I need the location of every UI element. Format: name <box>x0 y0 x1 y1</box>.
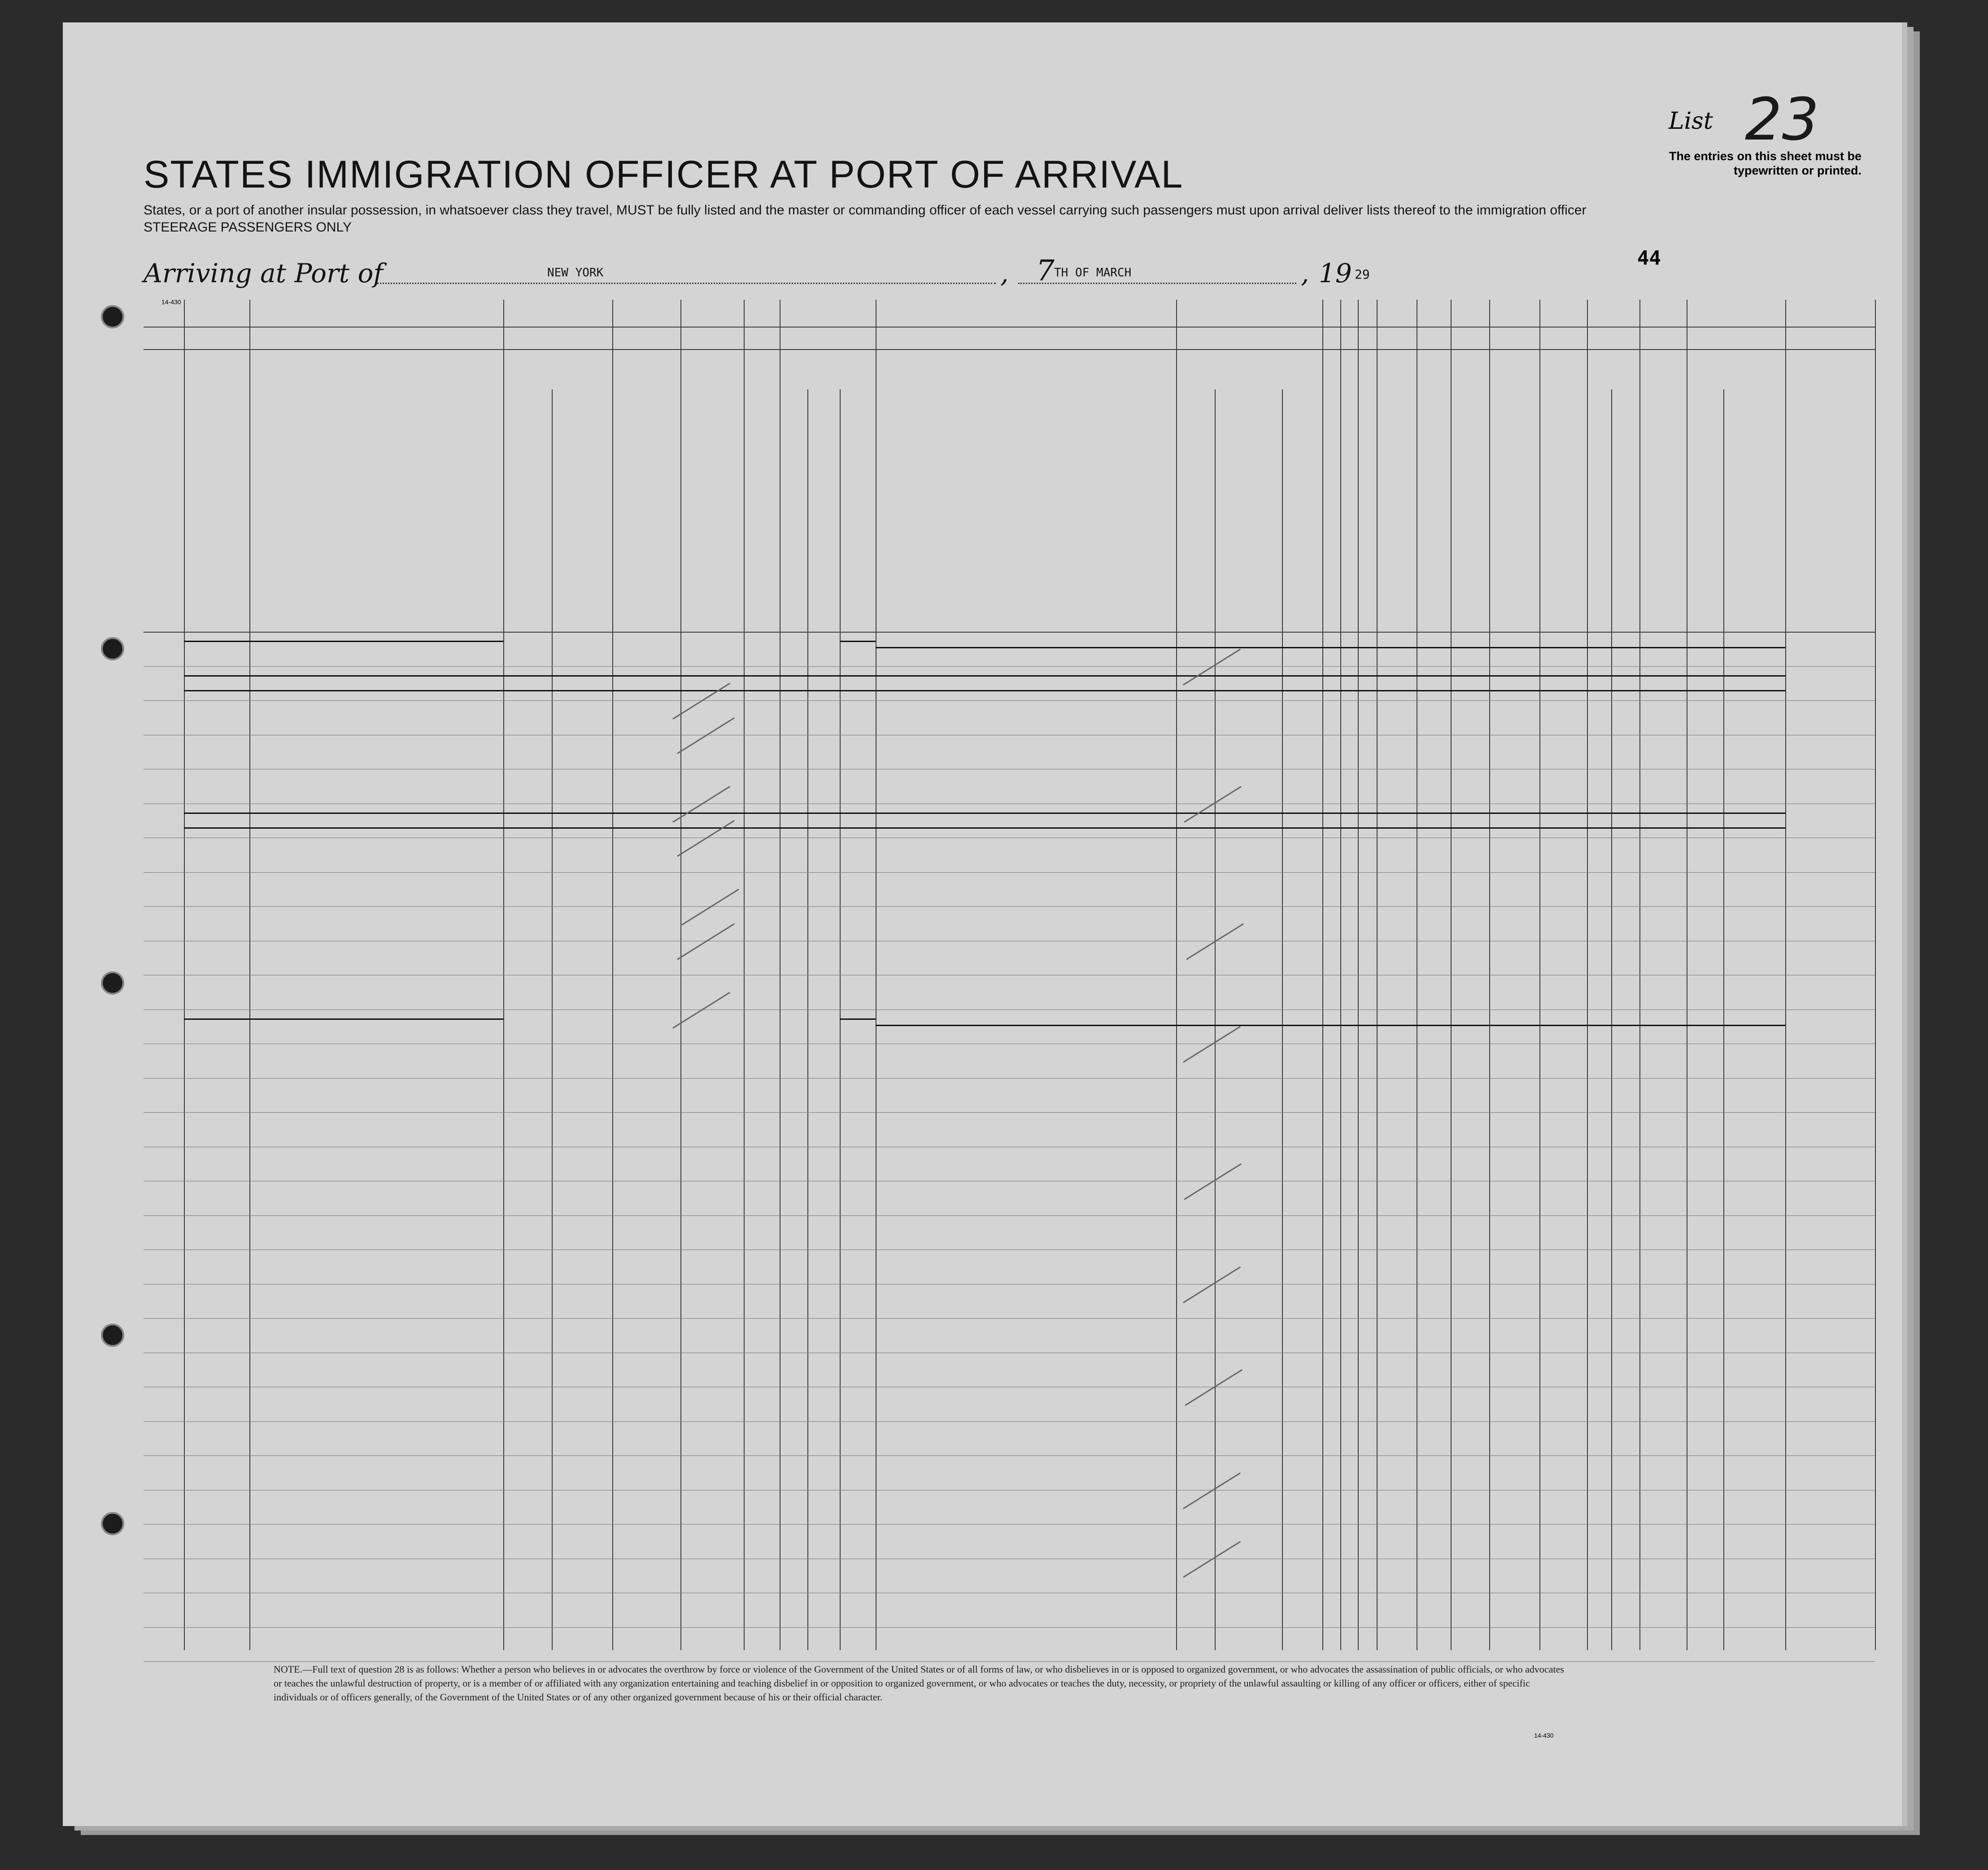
strike-line <box>876 647 1785 648</box>
column-header-vertical <box>683 354 741 551</box>
punch-hole <box>101 971 124 995</box>
comma: , <box>1301 258 1309 288</box>
day-handwritten: 7 <box>1036 254 1055 288</box>
pencil-tick <box>681 889 739 926</box>
column-header-vertical <box>1419 354 1448 551</box>
form-code: 14-430 <box>1534 1732 1554 1739</box>
column-divider <box>1282 389 1283 1650</box>
strike-line <box>184 827 1785 829</box>
date-typed: TH OF MARCH <box>1054 266 1132 280</box>
punch-hole <box>101 1512 124 1535</box>
row-divider <box>144 1421 1875 1422</box>
strike-line <box>184 690 1785 691</box>
column-header-vertical <box>1360 354 1374 551</box>
pencil-tick <box>1184 786 1242 822</box>
pencil-tick <box>677 717 735 754</box>
column-header-vertical <box>878 367 1173 564</box>
row-divider <box>144 666 1875 667</box>
column-divider <box>807 389 808 1650</box>
pencil-tick <box>1183 1541 1241 1577</box>
column-header-vertical <box>1325 354 1338 551</box>
date-underline <box>1018 283 1296 284</box>
row-divider <box>144 1009 1875 1010</box>
strike-line <box>184 675 1785 677</box>
column-divider <box>1875 300 1876 1650</box>
manifest-table <box>144 300 1875 1650</box>
header-top-rule <box>144 327 1875 328</box>
row-divider <box>144 1284 1875 1285</box>
year-suffix: 29 <box>1355 267 1370 282</box>
row-divider <box>144 872 1875 873</box>
footnote: NOTE.—Full text of question 28 is as follows: Whether a person who believes in or advocates the overthrow by force or violence of the Government of the United States or of all forms of law, or who disbelieves in or is opposed to organized government, or who advocates the assassination of public officials, or who advocates or teaches the unlawful destruction of property, or is a member of or affiliated with any organization entertaining and teaching disbelief in or opposition to organized government, or who advocates or teaches the duty, necessity, or propriety of the unlawful assaulting or killing of any officer or officers, either of specific individuals or of officers generally, of the Government of the United States or of any other organized government because of his or their official character. <box>274 1664 1564 1703</box>
row-divider <box>144 1455 1875 1456</box>
arrival-line <box>144 254 1669 294</box>
form-code: 14-430 <box>161 298 181 306</box>
pencil-tick <box>1183 648 1241 685</box>
column-divider <box>1215 389 1216 1650</box>
column-header-vertical <box>1343 354 1355 551</box>
page-subtitle <box>144 202 1713 236</box>
sheet-number: 44 <box>1637 247 1661 270</box>
class-line: STEERAGE PASSENGERS ONLY <box>144 220 352 235</box>
arriving-label: Arriving at Port of <box>144 258 383 288</box>
row-divider <box>144 1215 1875 1216</box>
strike-line <box>184 1018 503 1020</box>
column-divider <box>552 389 553 1650</box>
manifest-page <box>63 22 1902 1826</box>
row-divider <box>144 1627 1875 1628</box>
list-number-handwritten: 23 <box>1745 85 1819 153</box>
year-prefix: 19 <box>1319 258 1352 288</box>
column-divider <box>840 389 841 1650</box>
typewritten-note: The entries on this sheet must be typewritten or printed. <box>1669 149 1862 177</box>
strike-line <box>840 1018 876 1020</box>
row-divider <box>144 1112 1875 1113</box>
strike-line <box>876 1025 1785 1026</box>
row-divider <box>144 700 1875 701</box>
row-divider <box>144 1661 1875 1662</box>
pencil-tick <box>1183 1266 1241 1303</box>
column-header-vertical <box>1179 367 1212 564</box>
punch-hole <box>101 305 124 328</box>
punch-hole <box>101 637 124 660</box>
pencil-tick <box>1184 1163 1242 1200</box>
row-divider <box>144 906 1875 907</box>
subtitle-text: States, or a port of another insular possession, in whatsoever class they travel, MUST be fully listed and the master or commanding officer of each vessel carrying such passengers must upon arrival deliver lists thereof to the immigration officer <box>144 203 1587 218</box>
pencil-tick <box>677 820 735 857</box>
column-divider <box>1611 389 1612 1650</box>
row-divider <box>144 1078 1875 1079</box>
page-title: STATES IMMIGRATION OFFICER AT PORT OF ARRIVAL <box>144 153 1184 196</box>
header-numbers-rule <box>144 349 1875 350</box>
column-header-vertical <box>1285 354 1320 551</box>
punch-hole <box>101 1324 124 1347</box>
column-divider <box>1723 389 1724 1650</box>
comma: , <box>1000 258 1009 288</box>
strike-line <box>184 641 503 642</box>
pencil-tick <box>1183 1472 1241 1509</box>
column-header-vertical <box>1379 354 1414 551</box>
pencil-tick <box>1183 1026 1241 1063</box>
header-bottom-rule <box>144 632 1875 633</box>
column-header-vertical <box>554 371 610 569</box>
row-divider <box>144 1524 1875 1525</box>
port-underline <box>377 283 996 284</box>
pencil-tick <box>1185 1369 1242 1406</box>
list-label: List <box>1669 108 1713 135</box>
strike-line <box>840 641 876 642</box>
row-divider <box>144 1318 1875 1319</box>
strike-line <box>184 813 1785 814</box>
column-header-vertical <box>1217 367 1279 564</box>
port-value: NEW YORK <box>547 266 604 280</box>
pencil-tick <box>677 923 735 960</box>
